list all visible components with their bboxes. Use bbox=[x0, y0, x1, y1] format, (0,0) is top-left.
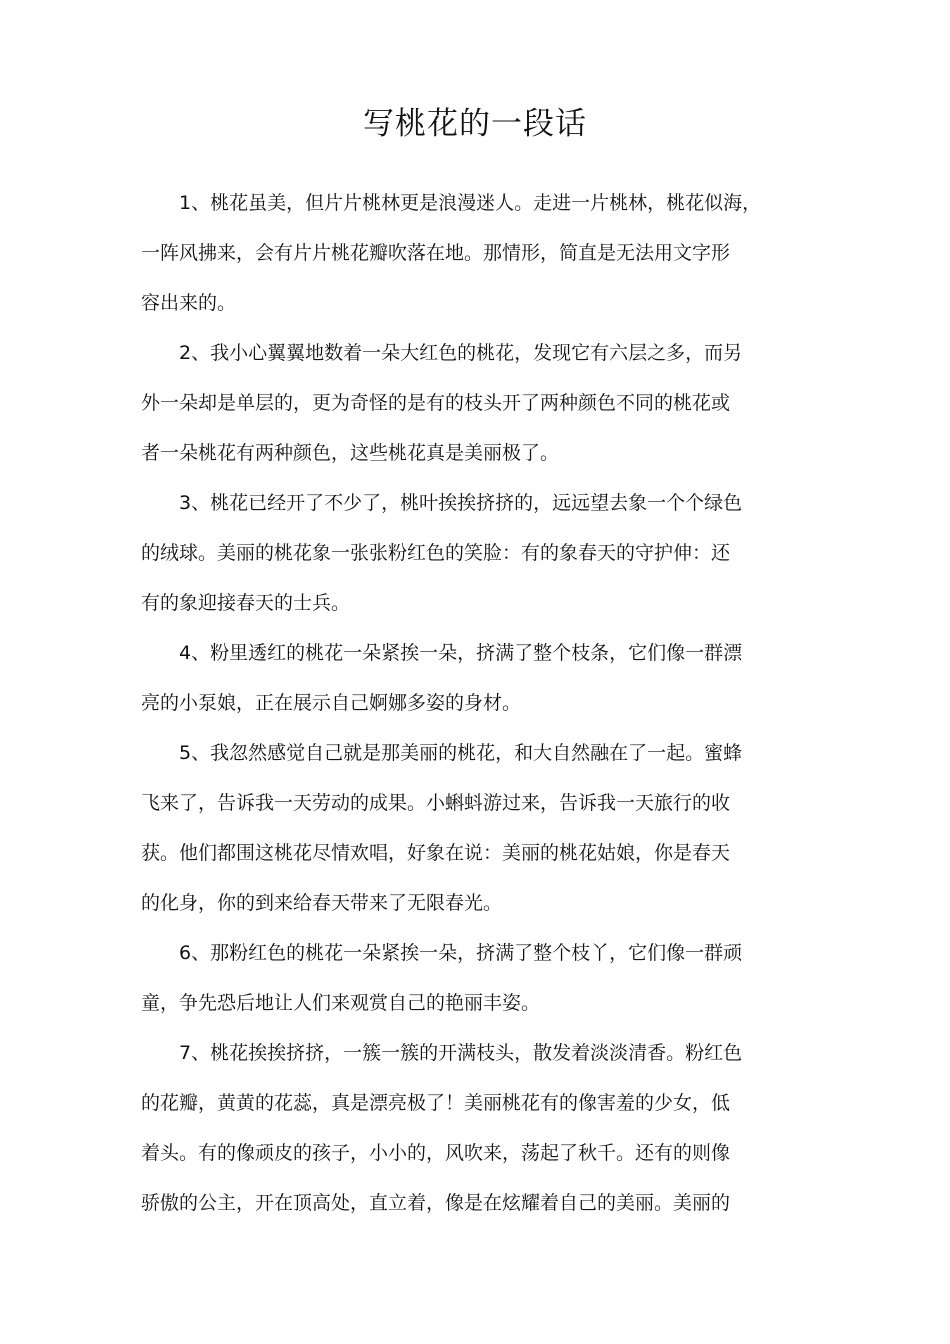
paragraph-line: 一阵风拂来，会有片片桃花瓣吹落在地。那情形，简直是无法用文字形 bbox=[141, 242, 731, 264]
paragraph-line: 亮的小泵娘，正在展示自己婀娜多姿的身材。 bbox=[141, 692, 522, 714]
paragraph-line: 1、桃花虽美，但片片桃林更是浪漫迷人。走进一片桃林，桃花似海， bbox=[179, 192, 762, 214]
paragraph-line: 飞来了，告诉我一天劳动的成果。小蝌蚪游过来，告诉我一天旅行的收 bbox=[141, 792, 731, 814]
paragraph-line: 外一朵却是单层的，更为奇怪的是有的枝头开了两种颜色不同的桃花或 bbox=[141, 392, 731, 414]
paragraph-line: 2、我小心翼翼地数着一朵大红色的桃花，发现它有六层之多，而另 bbox=[179, 342, 743, 364]
paragraph-line: 着头。有的像顽皮的孩子，小小的，风吹来，荡起了秋千。还有的则像 bbox=[141, 1142, 731, 1164]
paragraph bbox=[141, 178, 831, 328]
paragraph-line: 容出来的。 bbox=[141, 292, 237, 314]
paragraph bbox=[141, 728, 831, 928]
paragraph-line: 的绒球。美丽的桃花象一张张粉红色的笑脸：有的象春天的守护伸：还 bbox=[141, 542, 731, 564]
paragraph-line: 7、桃花挨挨挤挤，一簇一簇的开满枝头，散发着淡淡清香。粉红色 bbox=[179, 1042, 743, 1064]
paragraph-line: 的化身，你的到来给春天带来了无限春光。 bbox=[141, 892, 503, 914]
paragraph bbox=[141, 628, 831, 728]
paragraph bbox=[141, 928, 831, 1028]
paragraph bbox=[141, 478, 831, 628]
paragraph-line: 骄傲的公主，开在顶高处，直立着，像是在炫耀着自己的美丽。美丽的 bbox=[141, 1192, 731, 1214]
paragraph bbox=[141, 1028, 831, 1228]
paragraph-line: 的花瓣，黄黄的花蕊，真是漂亮极了！美丽桃花有的像害羞的少女，低 bbox=[141, 1092, 731, 1114]
paragraph-line: 5、我忽然感觉自己就是那美丽的桃花，和大自然融在了一起。蜜蜂 bbox=[179, 742, 743, 764]
paragraph-line: 3、桃花已经开了不少了，桃叶挨挨挤挤的，远远望去象一个个绿色 bbox=[179, 492, 743, 514]
paragraph-line: 者一朵桃花有两种颜色，这些桃花真是美丽极了。 bbox=[141, 442, 560, 464]
paragraph-line: 童，争先恐后地让人们来观赏自己的艳丽丰姿。 bbox=[141, 992, 541, 1014]
paragraph-line: 6、那粉红色的桃花一朵紧挨一朵，挤满了整个枝丫，它们像一群顽 bbox=[179, 942, 743, 964]
paragraph-line: 4、粉里透红的桃花一朵紧挨一朵，挤满了整个枝条，它们像一群漂 bbox=[179, 642, 743, 664]
document-title: 写桃花的一段话 bbox=[363, 106, 587, 142]
paragraph bbox=[141, 328, 831, 478]
paragraph-line: 有的象迎接春天的士兵。 bbox=[141, 592, 351, 614]
document-body bbox=[141, 178, 831, 1228]
paragraph-line: 获。他们都围这桃花尽情欢唱，好象在说：美丽的桃花姑娘，你是春天 bbox=[141, 842, 731, 864]
